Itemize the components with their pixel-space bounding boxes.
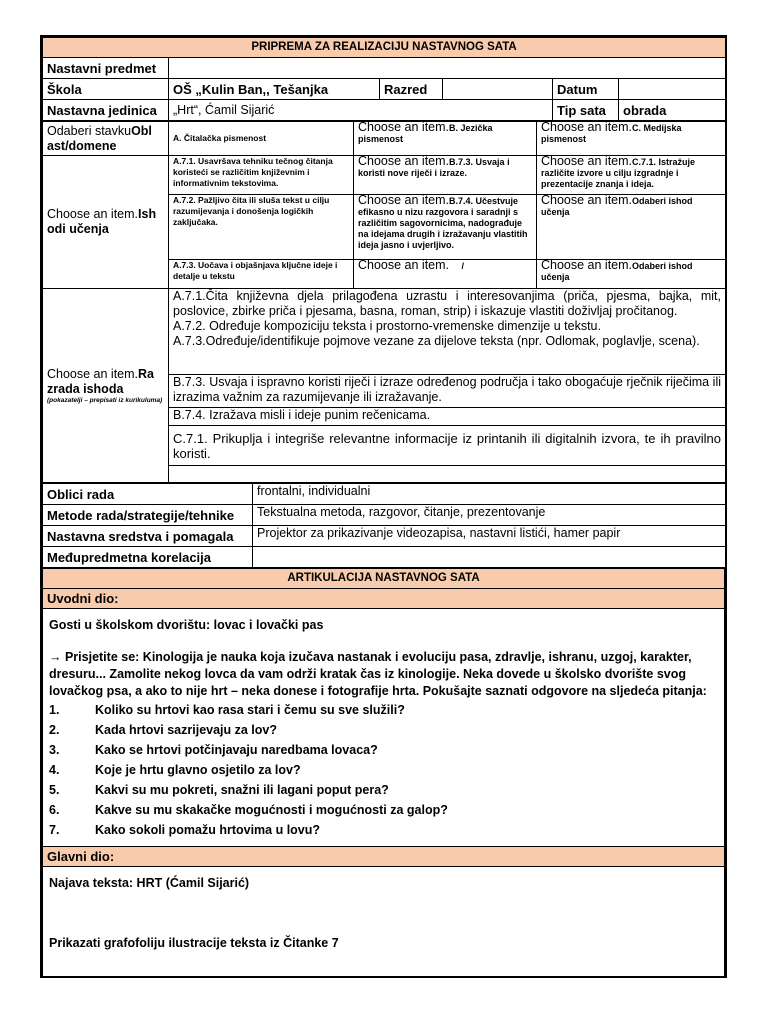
jedinica-label: Nastavna jedinica bbox=[43, 100, 169, 121]
question-list bbox=[49, 700, 718, 840]
ishod-b-1-choose[interactable]: Choose an item. bbox=[358, 155, 450, 168]
razrada-a-line: A.7.3.Određuje/identifikuje pojmove vezane za dijelove teksta (npr. Odlomak, poglavlje, scena). bbox=[173, 334, 700, 348]
korelacija-field[interactable] bbox=[253, 547, 726, 568]
ishod-c-2-cell[interactable] bbox=[537, 195, 726, 260]
razrada-a-line: A.7.2. Određuje kompoziciju teksta i prostorno-vremenske dimenzije u tekstu. bbox=[173, 319, 601, 333]
articulation-table bbox=[42, 568, 725, 978]
ishod-b-2-cell[interactable] bbox=[354, 195, 537, 260]
korelacija-label: Međupredmetna korelacija bbox=[43, 547, 253, 568]
question-item: 1. Koliko su hrtovi kao rasa stari i čemu su sve služili? bbox=[49, 703, 405, 717]
metode-field[interactable]: Tekstualna metoda, razgovor, čitanje, prezentovanje bbox=[253, 505, 726, 526]
ishod-a-1: A.7.1. Usavršava tehniku tečnog čitanja koristeći se različitim književnim i informativnim tekstovima. bbox=[169, 156, 354, 195]
oblast-b-choose[interactable]: Choose an item. bbox=[358, 121, 450, 134]
ishod-c-1-choose[interactable]: Choose an item. bbox=[541, 155, 633, 168]
ishod-b-3: / bbox=[461, 261, 465, 271]
uvodni-content[interactable] bbox=[43, 609, 725, 847]
oblast-a: A. Čitalačka pismenost bbox=[169, 122, 354, 156]
razrada-b-1: B.7.3. Usvaja i ispravno koristi riječi i izraze određenog područja i tako obogaćuje rječnik riječima ili izrazima važnim za razumijevanje ili izražavanje. bbox=[169, 375, 726, 408]
ishod-c-2: Odaberi ishod učenja bbox=[541, 196, 693, 217]
uvodni-label: Uvodni dio: bbox=[43, 589, 725, 609]
oblici-field[interactable]: frontalni, individualni bbox=[253, 484, 726, 505]
razrada-note: (pokazatelji – prepisati iz kurikuluma) bbox=[47, 396, 163, 404]
uvodni-paragraph: → Prisjetite se: Kinologija je nauka koja izučava nastanak i evoluciju pasa, zdravlje, ishranu, uzgoj, karakter, dresuru... Zamolite nekog lovca da vam održi kratak čas iz kinologije. Neka dovede u školsko dvorište svog lovačkog psa, a ako to nije hrt – neka donese i fotografije hrta. Pokušajte saznati odgovore na sljedeća pitanja: bbox=[49, 650, 707, 698]
skola-field[interactable]: OŠ „Kulin Ban,, Tešanjka bbox=[169, 79, 380, 100]
razrada-label-choose[interactable]: Choose an item. bbox=[47, 366, 139, 381]
header-table bbox=[42, 37, 726, 121]
datum-field[interactable] bbox=[619, 79, 726, 100]
jedinica-field[interactable]: „Hrt“, Ćamil Sijarić bbox=[169, 100, 553, 121]
datum-label: Datum bbox=[553, 79, 619, 100]
glavni-label: Glavni dio: bbox=[43, 847, 725, 867]
razred-field[interactable] bbox=[443, 79, 553, 100]
outcomes-table bbox=[42, 121, 726, 483]
oblast-c: C. Medijska pismenost bbox=[541, 123, 682, 144]
ishod-c-3-cell[interactable] bbox=[537, 260, 726, 289]
tip-sata-label: Tip sata bbox=[553, 100, 619, 121]
oblici-label: Oblici rada bbox=[43, 484, 253, 505]
question-item: 6. Kakve su mu skakačke mogućnosti i mogućnosti za galop? bbox=[49, 803, 448, 817]
razrada-c-1: C.7.1. Prikuplja i integriše relevantne informacije iz printanih ili digitalnih izvora, te ih pravilno koristi. bbox=[169, 426, 726, 466]
ishodi-label-choose[interactable]: Choose an item. bbox=[47, 207, 139, 221]
ishod-c-3: Odaberi ishod učenja bbox=[541, 261, 693, 282]
ishod-b-2-choose[interactable]: Choose an item. bbox=[358, 194, 450, 207]
ishod-c-2-choose[interactable]: Choose an item. bbox=[541, 194, 633, 207]
oblast-c-choose[interactable]: Choose an item. bbox=[541, 121, 633, 134]
ishod-c-1-cell[interactable] bbox=[537, 156, 726, 195]
razrada-b-2: B.7.4. Izražava misli i ideje punim rečenicama. bbox=[169, 408, 726, 426]
razrada-empty bbox=[169, 466, 726, 483]
oblast-label-prefix: Odaberi stavku bbox=[47, 124, 132, 138]
uvodni-heading: Gosti u školskom dvorištu: lovac i lovački pas bbox=[49, 618, 324, 632]
predmet-field[interactable] bbox=[169, 58, 726, 79]
oblast-label[interactable] bbox=[43, 122, 169, 156]
sredstva-label: Nastavna sredstva i pomagala bbox=[43, 526, 253, 547]
oblast-label-bold: Obl ast/domene bbox=[47, 124, 152, 153]
ishod-b-1-cell[interactable] bbox=[354, 156, 537, 195]
ishod-b-1: B.7.3. Usvaja i koristi nove riječi i izraze. bbox=[358, 157, 510, 178]
glavni-line-1: Najava teksta: HRT (Ćamil Sijarić) bbox=[49, 876, 250, 890]
ishod-b-2: B.7.4. Učestvuje efikasno u nizu razgovora i saradnji s različitim sagovornicima, nadograđuje na idejama drugih i izražavanju vlastitih ideja jasno i uvjerljivo. bbox=[358, 196, 528, 250]
ishod-b-3-choose[interactable]: Choose an item. bbox=[358, 259, 450, 272]
artikulacija-title: ARTIKULACIJA NASTAVNOG SATA bbox=[43, 569, 725, 589]
glavni-line-2: Prikazati grafofoliju ilustracije teksta iz Čitanke 7 bbox=[49, 936, 339, 950]
razrada-a bbox=[169, 289, 726, 375]
ishod-c-3-choose[interactable]: Choose an item. bbox=[541, 259, 633, 272]
metode-label: Metode rada/strategije/tehnike bbox=[43, 505, 253, 526]
question-item: 4. Koje je hrtu glavno osjetilo za lov? bbox=[49, 763, 301, 777]
glavni-content[interactable] bbox=[43, 867, 725, 979]
form-title: PRIPREMA ZA REALIZACIJU NASTAVNOG SATA bbox=[43, 38, 726, 58]
predmet-label: Nastavni predmet bbox=[43, 58, 169, 79]
razrada-a-line: A.7.1.Čita književna djela prilagođena uzrastu i interesovanjima (priča, pjesma, bajka, mit, poslovice, zbirke priča i pjesama, basna, roman, strip) i iskazuje vlastiti doživljaj pročitanog. bbox=[173, 289, 721, 318]
lesson-plan-form bbox=[40, 35, 727, 978]
ishodi-label-bold: Ish odi učenja bbox=[47, 207, 157, 236]
oblast-c-cell[interactable] bbox=[537, 122, 726, 156]
sredstva-field[interactable]: Projektor za prikazivanje videozapisa, nastavni listići, hamer papir bbox=[253, 526, 726, 547]
razrada-label-bold: Ra zrada ishoda bbox=[47, 366, 155, 396]
question-item: 3. Kako se hrtovi potčinjavaju naredbama lovaca? bbox=[49, 743, 378, 757]
razred-label: Razred bbox=[380, 79, 443, 100]
ishodi-label[interactable] bbox=[43, 156, 169, 289]
oblast-b-cell[interactable] bbox=[354, 122, 537, 156]
question-item: 7. Kako sokoli pomažu hrtovima u lovu? bbox=[49, 823, 321, 837]
oblast-b: B. Jezička pismenost bbox=[358, 123, 493, 144]
tip-sata-field[interactable]: obrada bbox=[619, 100, 726, 121]
skola-label: Škola bbox=[43, 79, 169, 100]
ishod-a-3: A.7.3. Uočava i objašnjava ključne ideje i detalje u tekstu bbox=[169, 260, 354, 289]
ishod-a-2: A.7.2. Pažljivo čita ili sluša tekst u cilju razumijevanja i donošenja logičkih zaključaka. bbox=[169, 195, 354, 260]
methods-table bbox=[42, 483, 726, 568]
ishod-c-1: C.7.1. Istražuje različite izvore u cilju izgradnje i prezentacije znanja i ideja. bbox=[541, 157, 696, 189]
question-item: 5. Kakvi su mu pokreti, snažni ili lagani poput pera? bbox=[49, 783, 389, 797]
razrada-label[interactable] bbox=[43, 289, 169, 483]
question-item: 2. Kada hrtovi sazrijevaju za lov? bbox=[49, 723, 278, 737]
ishod-b-3-cell[interactable] bbox=[354, 260, 537, 289]
